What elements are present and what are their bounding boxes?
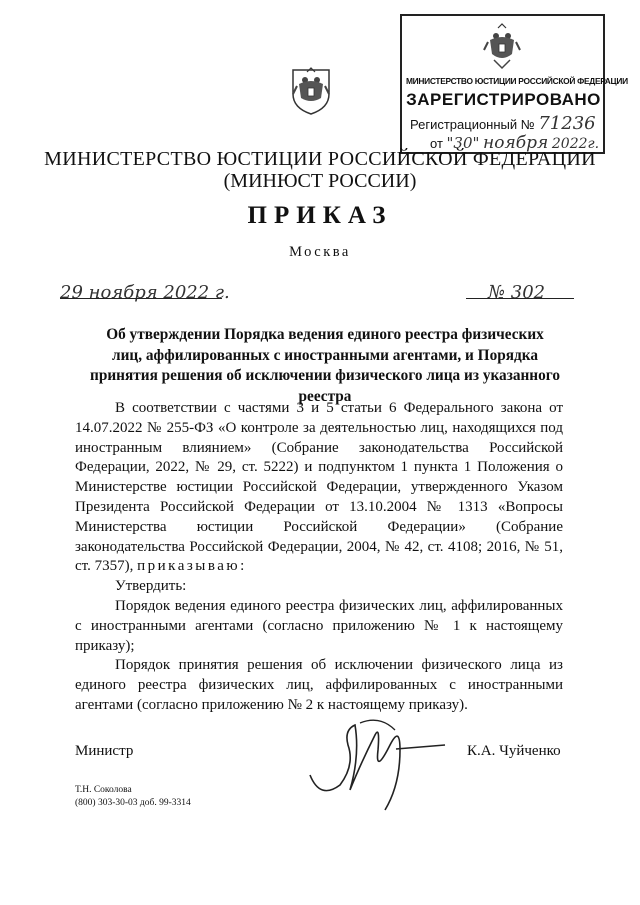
signer-name: К.А. Чуйченко — [467, 743, 561, 759]
executor-info — [75, 784, 191, 810]
executor-name: Т.Н. Соколова — [75, 785, 132, 795]
stamp-coat-of-arms-icon — [482, 22, 522, 70]
stamp-registration-number — [410, 113, 596, 134]
stamp-date-month: ноября — [483, 133, 549, 153]
order-subject: Об утверждении Порядка ведения единого реестра физических лиц, аффилированных с иностранными агентами, и Порядка принятия решения об исключении физического лица из указанного реестра — [90, 326, 560, 405]
date-underline — [60, 298, 222, 299]
order-number: № 302 — [488, 282, 546, 303]
body-paragraph-3: Порядок ведения единого реестра физических лиц, аффилированных с иностранными агентами (согласно приложению № 1 к настоящему приказу); — [75, 597, 563, 654]
stamp-ministry: МИНИСТЕРСТВО ЮСТИЦИИ РОССИЙСКОЙ ФЕДЕРАЦИИ — [406, 76, 628, 86]
body-paragraph-4: Порядок принятия решения об исключении физического лица из единого реестра физических лиц, аффилированных с иностранными агентами (согласно приложению № 2 к настоящему приказу). — [75, 657, 563, 713]
body-paragraph-1 — [75, 399, 563, 577]
stamp-date-prefix: от — [430, 136, 443, 151]
signer-role: Министр — [75, 743, 134, 759]
stamp-reg-label: Регистрационный № — [410, 117, 535, 132]
executor-phone: (800) 303-30-03 доб. 99-3314 — [75, 798, 191, 808]
registration-stamp — [400, 14, 628, 154]
document-type: ПРИКАЗ — [247, 202, 393, 229]
order-body — [75, 399, 563, 716]
coat-of-arms-icon — [289, 64, 333, 116]
handwritten-signature — [300, 705, 450, 815]
stamp-date-year: 2022г. — [551, 136, 600, 152]
stamp-date-day: "30" — [446, 134, 480, 152]
body-paragraph-2: Утвердить: — [115, 578, 187, 595]
order-date: 29 ноября 2022 г. — [60, 282, 230, 303]
stamp-registered: ЗАРЕГИСТРИРОВАНО — [406, 90, 601, 109]
ministry-title: МИНИСТЕРСТВО ЮСТИЦИИ РОССИЙСКОЙ ФЕДЕРАЦИИ — [44, 148, 596, 170]
order-directive: приказываю: — [137, 558, 247, 575]
ministry-short-title: (МИНЮСТ РОССИИ) — [223, 170, 417, 192]
city: Москва — [289, 244, 351, 260]
stamp-reg-number: 71236 — [538, 113, 596, 134]
number-underline — [466, 298, 574, 299]
body-paragraph-1-text: В соответствии с частями 3 и 5 статьи 6 Федерального закона от 14.07.2022 № 255-ФЗ «О контроле за деятельностью лиц, находящихся под иностранным влиянием» (Собрание законодательства Российской Федерации, 2022, № 29, ст. 5222) и подпунктом 1 пункта 1 Положения о Министерстве юстиции Российской Федерации, утвержденного Указом Президента Российской Федерации от 13.10.2004 № 1313 «Вопросы Министерства юстиции Российской Федерации» (Собрание законодательства Российской Федерации, 2004, № 42, ст. 4108; 2016, № 51, ст. 7357), — [75, 400, 563, 575]
